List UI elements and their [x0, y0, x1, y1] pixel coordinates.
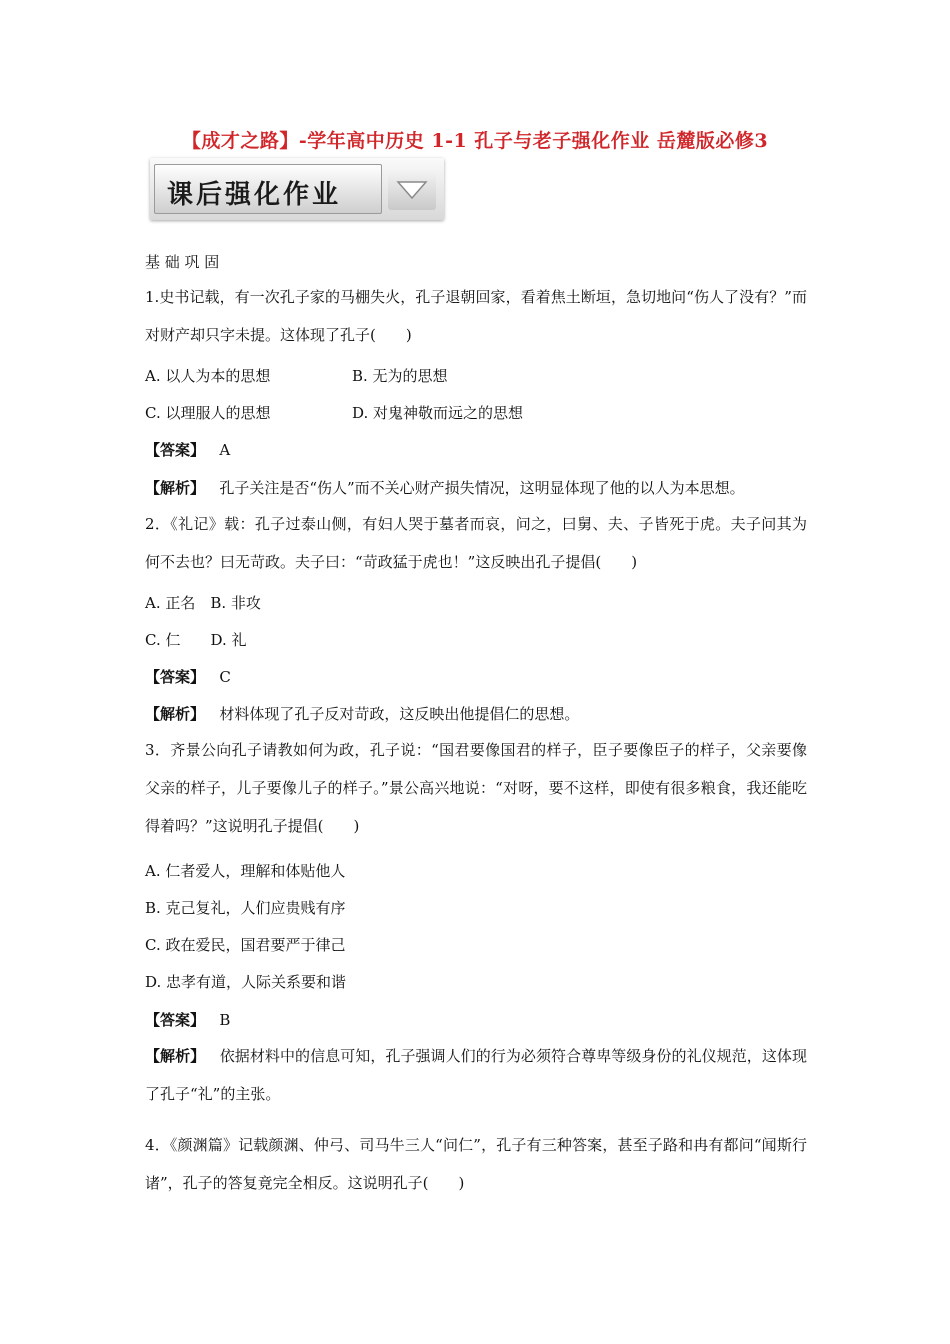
q2-answer [145, 667, 231, 687]
question-3-stem: 3．齐景公向孔子请教如何为政，孔子说：“国君要像国君的样子，臣子要像臣子的样子，父亲要像父亲的样子，儿子要像儿子的样子。”景公高兴地说：“对呀，要不这样，即使有很多粮食，我还能吃得着吗？”这说明孔子提倡( ) [145, 741, 807, 835]
q1-option-a: A. 以人为本的思想 [145, 367, 271, 385]
analysis-text: 孔子关注是否“伤人”而不关心财产损失情况，这明显体现了他的以人为本思想。 [219, 479, 745, 497]
q2-options-cd: C. 仁 D. 礼 [145, 631, 247, 649]
q3-option-d: D. 忠孝有道，人际关系要和谐 [145, 973, 347, 991]
q3-analysis [145, 1037, 807, 1113]
q1-analysis [145, 478, 745, 498]
chevron-down-icon [388, 168, 436, 210]
document-title: 【成才之路】-学年高中历史 1-1 孔子与老子强化作业 岳麓版必修3 [181, 130, 769, 152]
q1-answer [145, 440, 230, 460]
q2-analysis [145, 704, 579, 724]
question-2-stem: 2．《礼记》载：孔子过泰山侧，有妇人哭于墓者而哀，问之，曰舅、夫、子皆死于虎。夫子问其为何不去也？曰无苛政。夫子曰：“苛政猛于虎也！”这反映出孔子提倡( ) [145, 515, 807, 571]
q3-answer [145, 1010, 230, 1030]
q3-option-b: B. 克己复礼，人们应贵贱有序 [145, 899, 346, 917]
analysis-tag: 【解析】 [145, 705, 206, 723]
q3-option-a: A. 仁者爱人，理解和体贴他人 [145, 862, 346, 880]
answer-tag: 【答案】 [145, 668, 206, 686]
q1-option-b: B. 无为的思想 [352, 367, 448, 385]
section-banner [150, 158, 444, 220]
analysis-tag: 【解析】 [145, 1047, 206, 1065]
q3-option-c: C. 政在爱民，国君要严于律己 [145, 936, 346, 954]
analysis-text: 依据材料中的信息可知，孔子强调人们的行为必须符合尊卑等级身份的礼仪规范，这体现了孔子“礼”的主张。 [145, 1047, 807, 1103]
banner-plate [154, 164, 382, 214]
analysis-text: 材料体现了孔子反对苛政，这反映出他提倡仁的思想。 [219, 705, 580, 723]
question-1-stem: 1.史书记载，有一次孔子家的马棚失火，孔子退朝回家，看着焦土断垣，急切地问“伤人了没有？”而对财产却只字未提。这体现了孔子( ) [145, 288, 807, 344]
banner-label: 课后强化作业 [167, 180, 342, 210]
answer-value: C [219, 668, 231, 686]
question-4-stem: 4．《颜渊篇》记载颜渊、仲弓、司马牛三人“问仁”，孔子有三种答案，甚至子路和冉有都问“闻斯行诸”，孔子的答复竟完全相反。这说明孔子( ) [145, 1136, 807, 1192]
answer-value: B [219, 1011, 231, 1029]
answer-tag: 【答案】 [145, 1011, 206, 1029]
section-label: 基 础 巩 固 [145, 253, 220, 271]
q2-options-ab: A. 正名 B. 非攻 [145, 594, 261, 612]
answer-tag: 【答案】 [145, 441, 206, 459]
q1-option-d: D. 对鬼神敬而远之的思想 [352, 404, 524, 422]
analysis-tag: 【解析】 [145, 479, 206, 497]
q1-option-c: C. 以理服人的思想 [145, 404, 271, 422]
answer-value: A [219, 441, 231, 459]
